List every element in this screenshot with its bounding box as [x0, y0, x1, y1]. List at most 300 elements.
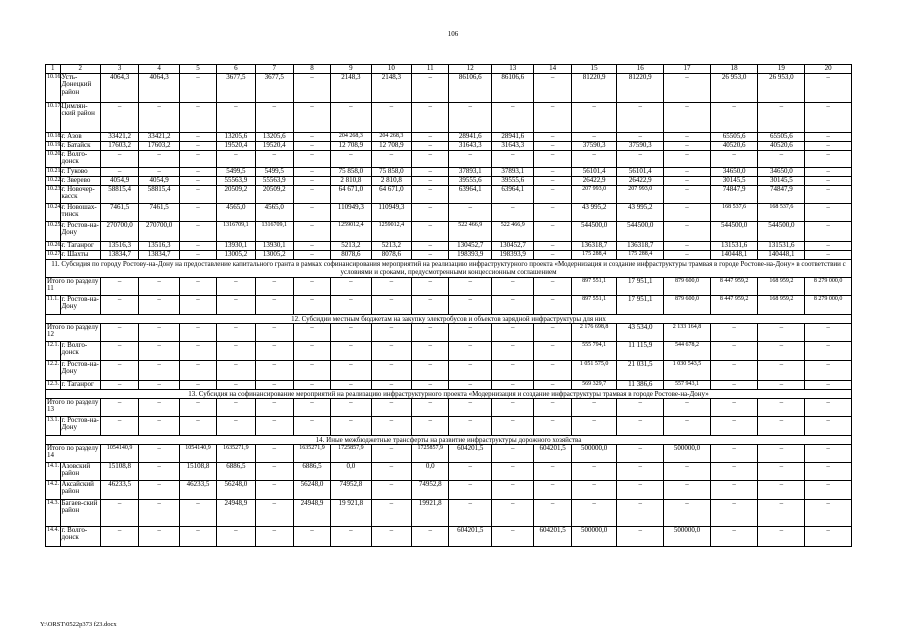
- municipality-name: г. Зверево: [60, 176, 100, 185]
- value-cell: –: [293, 380, 330, 389]
- value-cell: 604201,5: [449, 444, 492, 462]
- column-number-header: 2: [60, 65, 100, 74]
- value-cell: 46233,5: [100, 480, 138, 499]
- table-row: [46, 341, 852, 360]
- row-code: 14.4.: [46, 526, 61, 546]
- value-cell: 37893,1: [491, 167, 534, 176]
- value-cell: 544 678,2: [664, 341, 711, 360]
- value-cell: –: [139, 416, 179, 435]
- value-cell: 24948,9: [217, 499, 255, 526]
- value-cell: –: [758, 462, 805, 480]
- value-cell: –: [412, 360, 449, 380]
- total-label: Итого по разделу 13: [46, 398, 101, 416]
- value-cell: –: [805, 241, 852, 250]
- row-code: 13.1.: [46, 416, 61, 435]
- value-cell: 55563,9: [255, 176, 293, 185]
- column-number-header: 18: [710, 65, 758, 74]
- value-cell: –: [100, 499, 138, 526]
- value-cell: –: [534, 141, 571, 150]
- value-cell: –: [179, 499, 216, 526]
- value-cell: –: [617, 398, 664, 416]
- section-title-row: [46, 259, 852, 277]
- value-cell: –: [491, 323, 534, 341]
- value-cell: 555 794,1: [571, 341, 617, 360]
- value-cell: 544500,0: [710, 221, 758, 241]
- value-cell: 140448,1: [758, 250, 805, 259]
- value-cell: 13930,1: [255, 241, 293, 250]
- value-cell: 17 951,1: [617, 295, 664, 314]
- row-code: 10.16.: [46, 73, 61, 102]
- value-cell: –: [412, 398, 449, 416]
- value-cell: 75 858,0: [331, 167, 371, 176]
- value-cell: 56248,0: [217, 480, 255, 499]
- value-cell: –: [805, 185, 852, 203]
- value-cell: –: [371, 526, 411, 546]
- table-row: [46, 380, 852, 389]
- value-cell: –: [412, 167, 449, 176]
- value-cell: 1259012,4: [371, 221, 411, 241]
- value-cell: 569 329,7: [571, 380, 617, 389]
- value-cell: –: [491, 203, 534, 221]
- value-cell: –: [255, 150, 293, 167]
- value-cell: –: [805, 132, 852, 141]
- value-cell: –: [664, 221, 711, 241]
- column-number-header: 5: [179, 65, 216, 74]
- table-row: [46, 462, 852, 480]
- municipality-name: г. Гуково: [60, 167, 100, 176]
- value-cell: –: [534, 416, 571, 435]
- value-cell: 198393,9: [491, 250, 534, 259]
- value-cell: –: [534, 277, 571, 295]
- value-cell: –: [571, 102, 617, 132]
- value-cell: –: [758, 102, 805, 132]
- value-cell: 33421,2: [100, 132, 138, 141]
- value-cell: 270700,0: [100, 221, 138, 241]
- value-cell: 13205,6: [255, 132, 293, 141]
- value-cell: –: [293, 241, 330, 250]
- value-cell: 500000,0: [664, 444, 711, 462]
- value-cell: –: [412, 323, 449, 341]
- value-cell: –: [293, 176, 330, 185]
- value-cell: 2 810,8: [331, 176, 371, 185]
- municipality-name: г. Волго-донск: [60, 526, 100, 546]
- value-cell: –: [179, 167, 216, 176]
- value-cell: –: [139, 499, 179, 526]
- value-cell: –: [293, 416, 330, 435]
- value-cell: 17603,2: [139, 141, 179, 150]
- value-cell: –: [710, 526, 758, 546]
- value-cell: 5499,5: [217, 167, 255, 176]
- value-cell: –: [179, 203, 216, 221]
- page-number: 106: [447, 30, 459, 38]
- value-cell: –: [491, 277, 534, 295]
- value-cell: –: [100, 295, 138, 314]
- value-cell: 1 030 543,5: [664, 360, 711, 380]
- value-cell: –: [179, 150, 216, 167]
- value-cell: –: [217, 102, 255, 132]
- value-cell: –: [617, 416, 664, 435]
- value-cell: –: [805, 150, 852, 167]
- value-cell: –: [449, 398, 492, 416]
- section-title: 13. Субсидия на софинансирование мероприятий на реализацию инфраструктурного проекта «Модернизация и создание инфраструктуры трамвая в городе Ростове-на-Дону»: [46, 389, 852, 398]
- value-cell: 74847,9: [710, 185, 758, 203]
- value-cell: –: [293, 526, 330, 546]
- row-code: 10.17.: [46, 102, 61, 132]
- table-row: [46, 132, 852, 141]
- value-cell: 1635271,9: [293, 444, 330, 462]
- municipality-name: Усть-Донецкий район: [60, 73, 100, 102]
- value-cell: 13516,3: [139, 241, 179, 250]
- value-cell: –: [179, 380, 216, 389]
- value-cell: –: [664, 480, 711, 499]
- value-cell: –: [217, 416, 255, 435]
- value-cell: 15108,8: [100, 462, 138, 480]
- value-cell: –: [617, 102, 664, 132]
- value-cell: 56248,0: [293, 480, 330, 499]
- value-cell: –: [139, 167, 179, 176]
- value-cell: –: [217, 150, 255, 167]
- value-cell: 19520,4: [217, 141, 255, 150]
- value-cell: –: [805, 398, 852, 416]
- municipality-name: г. Батайск: [60, 141, 100, 150]
- value-cell: 3677,5: [217, 73, 255, 102]
- value-cell: 544500,0: [617, 221, 664, 241]
- column-number-header: 11: [412, 65, 449, 74]
- value-cell: 86106,6: [491, 73, 534, 102]
- value-cell: –: [617, 462, 664, 480]
- row-code: 10.21.: [46, 167, 61, 176]
- column-number-header: 17: [664, 65, 711, 74]
- value-cell: –: [758, 380, 805, 389]
- value-cell: –: [293, 141, 330, 150]
- value-cell: –: [179, 416, 216, 435]
- value-cell: –: [805, 416, 852, 435]
- value-cell: –: [371, 277, 411, 295]
- file-path-footer: Y:\ORST\0522p373 f23.docx: [40, 621, 117, 628]
- column-number-header: 15: [571, 65, 617, 74]
- value-cell: 1635271,9: [217, 444, 255, 462]
- value-cell: –: [617, 444, 664, 462]
- value-cell: 5213,2: [331, 241, 371, 250]
- value-cell: 4064,3: [139, 73, 179, 102]
- value-cell: –: [412, 221, 449, 241]
- value-cell: –: [412, 380, 449, 389]
- value-cell: 46233,5: [179, 480, 216, 499]
- municipality-name: г. Волго-донск: [60, 150, 100, 167]
- value-cell: –: [139, 102, 179, 132]
- value-cell: –: [449, 203, 492, 221]
- value-cell: –: [255, 323, 293, 341]
- value-cell: –: [217, 323, 255, 341]
- value-cell: –: [293, 203, 330, 221]
- value-cell: 26 953,0: [758, 73, 805, 102]
- value-cell: –: [617, 132, 664, 141]
- value-cell: 140448,1: [710, 250, 758, 259]
- value-cell: 74952,8: [331, 480, 371, 499]
- value-cell: –: [534, 398, 571, 416]
- value-cell: –: [179, 221, 216, 241]
- value-cell: –: [571, 499, 617, 526]
- value-cell: –: [412, 176, 449, 185]
- table-row: [46, 250, 852, 259]
- value-cell: –: [139, 341, 179, 360]
- value-cell: 19 921,8: [331, 499, 371, 526]
- value-cell: –: [805, 444, 852, 462]
- value-cell: –: [664, 250, 711, 259]
- value-cell: –: [449, 102, 492, 132]
- value-cell: –: [805, 480, 852, 499]
- value-cell: –: [449, 277, 492, 295]
- value-cell: –: [371, 462, 411, 480]
- value-cell: –: [217, 360, 255, 380]
- value-cell: –: [805, 221, 852, 241]
- value-cell: –: [217, 380, 255, 389]
- value-cell: 897 551,1: [571, 277, 617, 295]
- value-cell: –: [758, 341, 805, 360]
- value-cell: –: [664, 462, 711, 480]
- section-title: 12. Субсидии местным бюджетам на закупку электробусов и объектов зарядной инфраструктуры для них: [46, 314, 852, 323]
- value-cell: –: [331, 380, 371, 389]
- value-cell: 0,0: [412, 462, 449, 480]
- value-cell: –: [139, 444, 179, 462]
- value-cell: 34650,0: [758, 167, 805, 176]
- table-row: [46, 323, 852, 341]
- value-cell: –: [331, 295, 371, 314]
- value-cell: 2 810,8: [371, 176, 411, 185]
- value-cell: –: [371, 360, 411, 380]
- value-cell: –: [412, 416, 449, 435]
- value-cell: –: [139, 323, 179, 341]
- value-cell: –: [293, 341, 330, 360]
- municipality-name: г. Ростов-на-Дону: [60, 221, 100, 241]
- section-title-row: [46, 435, 852, 444]
- value-cell: 8 279 000,0: [805, 277, 852, 295]
- row-code: 10.18.: [46, 132, 61, 141]
- value-cell: 175 288,4: [571, 250, 617, 259]
- value-cell: 130452,7: [449, 241, 492, 250]
- table-row: [46, 416, 852, 435]
- value-cell: 28941,6: [449, 132, 492, 141]
- value-cell: –: [179, 526, 216, 546]
- value-cell: –: [491, 499, 534, 526]
- value-cell: –: [179, 241, 216, 250]
- value-cell: –: [664, 141, 711, 150]
- value-cell: –: [331, 277, 371, 295]
- value-cell: –: [664, 102, 711, 132]
- value-cell: –: [139, 295, 179, 314]
- value-cell: 1725857,9: [331, 444, 371, 462]
- table-row: [46, 203, 852, 221]
- value-cell: 20509,2: [255, 185, 293, 203]
- value-cell: 39555,6: [449, 176, 492, 185]
- value-cell: 58815,4: [139, 185, 179, 203]
- value-cell: –: [534, 323, 571, 341]
- value-cell: 207 993,0: [571, 185, 617, 203]
- value-cell: –: [491, 462, 534, 480]
- value-cell: 26422,9: [571, 176, 617, 185]
- value-cell: –: [100, 341, 138, 360]
- value-cell: –: [534, 295, 571, 314]
- municipality-name: Аксайский район: [60, 480, 100, 499]
- value-cell: –: [710, 341, 758, 360]
- value-cell: –: [100, 416, 138, 435]
- value-cell: –: [412, 150, 449, 167]
- value-cell: –: [449, 462, 492, 480]
- value-cell: –: [534, 102, 571, 132]
- column-number-header: 1: [46, 65, 61, 74]
- value-cell: –: [331, 323, 371, 341]
- value-cell: 11 115,9: [617, 341, 664, 360]
- value-cell: –: [255, 102, 293, 132]
- value-cell: –: [100, 380, 138, 389]
- municipality-name: г. Ростов-на-Дону: [60, 416, 100, 435]
- value-cell: –: [534, 73, 571, 102]
- value-cell: –: [139, 277, 179, 295]
- value-cell: –: [371, 150, 411, 167]
- header-row: [46, 65, 852, 74]
- value-cell: –: [179, 102, 216, 132]
- value-cell: 65505,6: [758, 132, 805, 141]
- value-cell: –: [758, 444, 805, 462]
- value-cell: 56101,4: [617, 167, 664, 176]
- value-cell: 500000,0: [571, 444, 617, 462]
- value-cell: –: [710, 444, 758, 462]
- total-label: Итого по разделу 12: [46, 323, 101, 341]
- value-cell: 40520,6: [710, 141, 758, 150]
- municipality-name: г. Ростов-на-Дону: [60, 295, 100, 314]
- row-code: 12.2.: [46, 360, 61, 380]
- column-number-header: 4: [139, 65, 179, 74]
- value-cell: 897 551,1: [571, 295, 617, 314]
- column-number-header: 16: [617, 65, 664, 74]
- value-cell: 198393,9: [449, 250, 492, 259]
- value-cell: –: [571, 150, 617, 167]
- value-cell: 63964,1: [491, 185, 534, 203]
- value-cell: 15108,8: [179, 462, 216, 480]
- value-cell: –: [805, 526, 852, 546]
- value-cell: –: [491, 416, 534, 435]
- value-cell: –: [100, 360, 138, 380]
- value-cell: –: [217, 341, 255, 360]
- value-cell: –: [491, 398, 534, 416]
- table-row: [46, 444, 852, 462]
- value-cell: 17603,2: [100, 141, 138, 150]
- value-cell: 168 959,2: [758, 277, 805, 295]
- value-cell: 43 995,2: [617, 203, 664, 221]
- table-row: [46, 73, 852, 102]
- table-row: [46, 176, 852, 185]
- value-cell: 19520,4: [255, 141, 293, 150]
- value-cell: –: [805, 380, 852, 389]
- value-cell: 130452,7: [491, 241, 534, 250]
- value-cell: –: [293, 167, 330, 176]
- value-cell: 43 534,0: [617, 323, 664, 341]
- value-cell: –: [412, 295, 449, 314]
- value-cell: –: [255, 398, 293, 416]
- value-cell: –: [491, 360, 534, 380]
- table-row: [46, 480, 852, 499]
- value-cell: 604201,5: [449, 526, 492, 546]
- value-cell: 81220,9: [571, 73, 617, 102]
- value-cell: –: [412, 141, 449, 150]
- table-row: [46, 499, 852, 526]
- value-cell: –: [710, 323, 758, 341]
- value-cell: –: [293, 360, 330, 380]
- value-cell: 19921,8: [412, 499, 449, 526]
- value-cell: 24948,9: [293, 499, 330, 526]
- value-cell: 131531,6: [710, 241, 758, 250]
- value-cell: –: [491, 102, 534, 132]
- value-cell: 544500,0: [571, 221, 617, 241]
- value-cell: 28941,6: [491, 132, 534, 141]
- value-cell: –: [664, 241, 711, 250]
- value-cell: –: [534, 380, 571, 389]
- value-cell: –: [664, 416, 711, 435]
- value-cell: –: [293, 398, 330, 416]
- value-cell: –: [449, 341, 492, 360]
- value-cell: –: [255, 360, 293, 380]
- value-cell: 5213,2: [371, 241, 411, 250]
- value-cell: –: [758, 526, 805, 546]
- municipality-name: Багаев-ский район: [60, 499, 100, 526]
- value-cell: 64 671,0: [371, 185, 411, 203]
- value-cell: –: [534, 167, 571, 176]
- value-cell: –: [179, 132, 216, 141]
- row-code: 10.19.: [46, 141, 61, 150]
- table-row: [46, 360, 852, 380]
- row-code: 11.1.: [46, 295, 61, 314]
- value-cell: –: [449, 150, 492, 167]
- value-cell: 74952,8: [412, 480, 449, 499]
- table-row: [46, 221, 852, 241]
- municipality-name: г. Таганрог: [60, 241, 100, 250]
- municipality-name: г. Волго-донск: [60, 341, 100, 360]
- row-code: 14.1.: [46, 462, 61, 480]
- value-cell: –: [805, 176, 852, 185]
- value-cell: –: [331, 398, 371, 416]
- value-cell: –: [805, 499, 852, 526]
- value-cell: 56101,4: [571, 167, 617, 176]
- value-cell: –: [805, 167, 852, 176]
- value-cell: 544500,0: [758, 221, 805, 241]
- table-row: [46, 241, 852, 250]
- row-code: 10.23.: [46, 185, 61, 203]
- value-cell: –: [664, 73, 711, 102]
- value-cell: 557 943,1: [664, 380, 711, 389]
- row-code: 10.22.: [46, 176, 61, 185]
- value-cell: 74847,9: [758, 185, 805, 203]
- value-cell: 65505,6: [710, 132, 758, 141]
- value-cell: –: [617, 150, 664, 167]
- value-cell: 37590,3: [617, 141, 664, 150]
- value-cell: –: [664, 203, 711, 221]
- value-cell: –: [331, 360, 371, 380]
- value-cell: –: [179, 250, 216, 259]
- value-cell: –: [217, 398, 255, 416]
- value-cell: –: [217, 277, 255, 295]
- value-cell: –: [805, 250, 852, 259]
- value-cell: 2148,3: [331, 73, 371, 102]
- row-code: 10.24.: [46, 203, 61, 221]
- value-cell: –: [371, 102, 411, 132]
- value-cell: 0,0: [331, 462, 371, 480]
- value-cell: –: [293, 221, 330, 241]
- value-cell: 522 466,9: [449, 221, 492, 241]
- value-cell: –: [371, 323, 411, 341]
- row-code: 14.2.: [46, 480, 61, 499]
- value-cell: –: [534, 250, 571, 259]
- column-number-header: 6: [217, 65, 255, 74]
